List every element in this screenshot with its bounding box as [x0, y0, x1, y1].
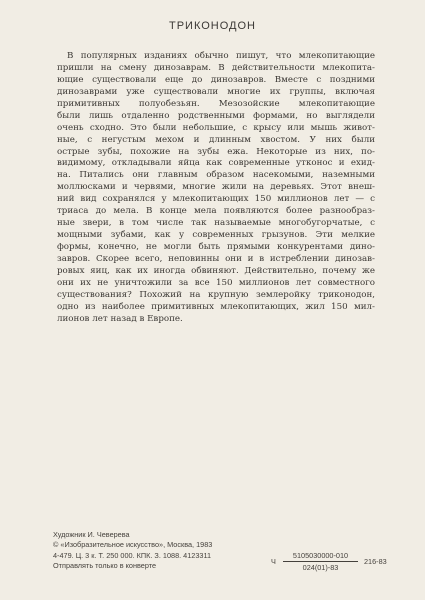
mail-note: Отправлять только в конверте: [53, 560, 157, 570]
text-line: триаса до мела. В конце мела появляются более разнообраз-: [57, 206, 375, 217]
text-line: на. Питались они главным образом насекомыми, наземными: [57, 170, 375, 181]
text-line: В популярных изданиях обычно пишут, что млекопитающие: [67, 51, 375, 61]
text-line: лионов лет назад в Европе.: [57, 313, 183, 324]
catalog-fraction: [283, 551, 358, 572]
text-line: ющие существовали еще до динозавров. Вместе с поздними: [57, 74, 375, 85]
text-line: одно из наиболее примитивных млекопитающих, жил 150 мил-: [57, 301, 375, 312]
article-body: [57, 51, 375, 326]
text-line: были лишь отдаленно родственными формами, но выглядели: [57, 110, 375, 121]
catalog-numerator: 5105030000-010: [283, 551, 358, 562]
text-line: мощными зубами, как у современных грызунов. Эти мелкие: [57, 230, 375, 241]
text-line: они их не уничтожили за все 150 миллионов лет совместного: [57, 277, 375, 288]
catalog-denominator: 024(01)-83: [302, 563, 339, 572]
catalog-prefix: Ч: [271, 557, 276, 566]
text-line: динозаврами уже существовали многие их группы, включая: [57, 86, 375, 97]
text-line: ные, с негустым мехом и длинным хвостом. У них были: [57, 134, 375, 145]
text-line: пришли на смену динозаврам. В действительности млекопита-: [57, 62, 375, 73]
text-line: формы, конечно, не могли быть прямыми конкурентами дино-: [57, 242, 375, 252]
text-line: моллюсками и червями, многие жили на деревьях. Этот внеш-: [57, 182, 375, 193]
imprint-block: [53, 530, 212, 571]
text-line: примитивных полуобезьян. Мезозойские млекопитающие: [57, 98, 375, 109]
text-line: очень сходно. Это были небольшие, с крысу или мышь живот-: [57, 122, 375, 133]
text-line: ровых яиц, как их иногда обвиняют. Действительно, почему же: [57, 265, 375, 276]
text-line: существования? Похожий на крупную землеройку триконодон,: [57, 289, 375, 300]
text-line: завров. Скорее всего, неповинны они и в истреблении динозав-: [57, 253, 375, 264]
text-line: острые зубы, похожие на зубы ежа. Некоторые из них, по-: [57, 146, 375, 157]
text-line: ные звери, в том числе так называемые многобугорчатые, с: [57, 218, 375, 229]
publisher-line: © «Изобразительное искусство», Москва, 1983: [53, 540, 213, 550]
text-line: видимому, откладывали яйца как современные утконос и ехид-: [57, 158, 375, 169]
catalog-suffix: 216-83: [364, 557, 387, 566]
artist-credit: Художник И. Чеверева: [53, 530, 130, 539]
print-info: 4-479. Ц. 3 к. Т. 250 000. КПК. З. 1088. 4123311: [53, 550, 212, 560]
text-line: ний вид сохранялся у млекопитающих 150 миллионов лет — с: [57, 194, 375, 205]
page-title: ТРИКОНОДОН: [168, 20, 256, 32]
